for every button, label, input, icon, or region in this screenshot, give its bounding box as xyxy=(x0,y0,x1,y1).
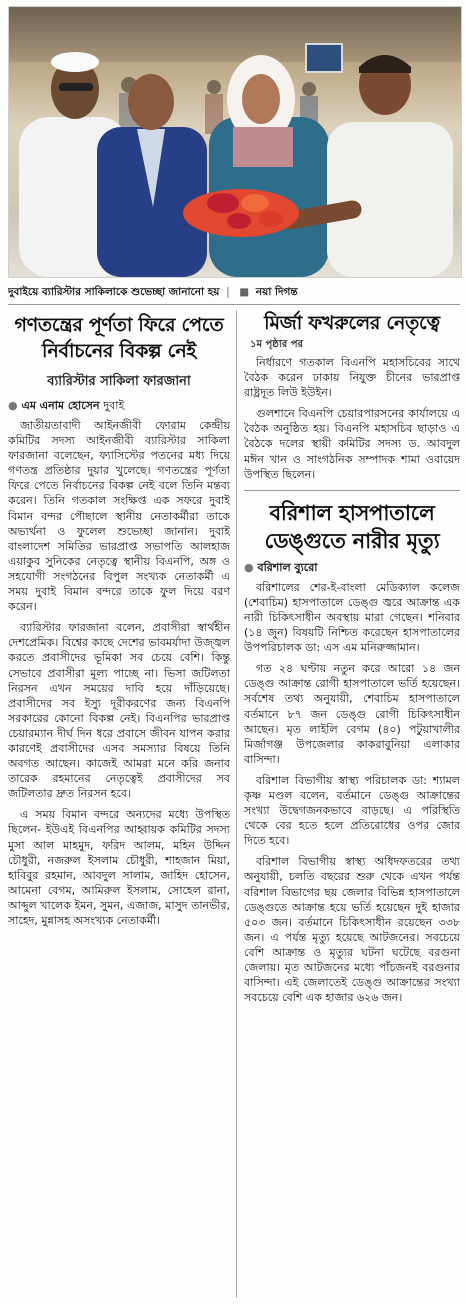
photo-credit-icon: ■ xyxy=(239,286,250,298)
article-left-reporter: এম এনাম হোসেন xyxy=(21,399,100,412)
section-divider xyxy=(8,304,460,305)
article-barishal-paragraph: গত ২৪ ঘণ্টায় নতুন করে আরো ১৪ জন ডেঙ্গু আক্রান্ত রোগী হাসপাতালে ভর্তি হয়েছেন। সর্বশেষ তথ্য অনুযায়ী, শেবাচিম হাসপাতালে বর্তমানে ৮৭ জন ডেঙ্গু রোগী চিকিৎসাধীন আছেন। মৃত লাইলি বেগম (৪০) পটুয়াখালীর মির্জাগঞ্জ উপজেলার কাকরাবুনিয়া এলাকার বাসিন্দা। xyxy=(244,662,460,766)
article-barishal-paragraph: বরিশালের শের-ই-বাংলা মেডিক্যাল কলেজ (শেবাচিম) হাসপাতালে ডেঙ্গু জ্বরে আক্রান্ত এক নারী চিকিৎসাধীন অবস্থায় মারা গেছেন। শনিবার (১৪ জুন) বিষয়টি নিশ্চিত করেছেন হাসপাতালের উপপরিচালক ডা: এস এম মনিরুজ্জামান। xyxy=(244,580,460,655)
article-left-headline: গণতন্ত্রের পূর্ণতা ফিরে পেতে নির্বাচনের বিকল্প নেই xyxy=(14,314,224,362)
column-divider xyxy=(236,310,237,1298)
article-left xyxy=(8,310,230,1300)
article-mirza-headline: মির্জা ফখরুলের নেতৃত্বে xyxy=(264,312,440,334)
article-mirza-paragraph: নির্ধারণে গতকাল বিএনপি মহাসচিবের সাথে বৈঠক করেন ঢাকায় নিযুক্ত চীনের ভারপ্রাপ্ত রাষ্ট্রদূত লিউ ইউইন। xyxy=(244,356,460,400)
article-barishal-byline xyxy=(244,559,460,578)
article-left-subheadline: ব্যারিস্টার সাকিলা ফারজানা xyxy=(47,374,191,389)
caption-separator: | xyxy=(226,286,230,298)
photo-bouquet xyxy=(183,189,299,237)
byline-bullet-icon: ● xyxy=(8,399,18,412)
article-right-column xyxy=(244,310,460,1300)
article-mirza-paragraph: গুলশানে বিএনপি চেয়ারপারসনের কার্যালয়ে এ বৈঠক অনুষ্ঠিত হয়। বিএনপি মহাসচিব ছাড়াও এ বৈঠকে দলের স্থায়ী কমিটির সদস্য ড. আবদুল মঈন খান ও সাংগঠনিক সম্পাদক শামা ওবায়েদ উপস্থিত ছিলেন। xyxy=(244,407,460,481)
article-barishal-paragraph: বরিশাল বিভাগীয় স্বাস্থ্য অধিদফতরের তথ্য অনুযায়ী, চলতি বছরের শুরু থেকে এখন পর্যন্ত বরিশাল বিভাগের ছয় জেলার বিভিন্ন হাসপাতালে ডেঙ্গুতে আক্রান্ত হয়ে ভর্তি হয়েছেন দুই হাজার ৫০৩ জন। বর্তমানে চিকিৎসাধীন রয়েছেন ৩৩৮ জন। এ পর্যন্ত মৃত্যু হয়েছে আটজনের। সবচেয়ে বেশি আক্রান্ত ও মৃত্যুর ঘটনা ঘটেছে বরগুনা জেলায়। মৃত আটজনের মধ্যে পাঁচজনই বরগুনার বাসিন্দা। এই জেলাতেই ডেঙ্গু আক্রান্তের সংখ্যা সবচেয়ে বেশি এক হাজার ৬২৬ জন। xyxy=(244,855,460,1005)
article-separator xyxy=(244,490,460,491)
article-barishal-paragraph: বরিশাল বিভাগীয় স্বাস্থ্য পরিচালক ডা: শ্যামল কৃষ্ণ মণ্ডল বলেন, বর্তমানে ডেঙ্গু আক্রান্তের সংখ্যা উদ্বেগজনকভাবে বাড়ছে। এ পরিস্থিতি থেকে বের হতে হলে প্রতিরোধের ওপর জোর দিতে হবে। xyxy=(244,773,460,848)
article-barishal-headline: বরিশাল হাসপাতালে ডেঙ্গুতে নারীর মৃত্যু xyxy=(264,499,440,553)
article-left-paragraph: ব্যারিস্টার ফারজানা বলেন, প্রবাসীরা স্বার্থহীন দেশপ্রেমিক। বিশ্বের কাছে দেশের ভাবমর্যাদা উজ্জ্বল করতে প্রবাসীদের ভূমিকা সব চেয়ে বেশি। কিন্তু সেভাবে প্রবাসীরা মূল্য পাচ্ছে না। ভিসা জটিলতা নিরসন এখন সময়ের দাবি হয়ে দাঁড়িয়েছে। প্রবাসীদের সব ইস্যু দূরীকরণের জন্য বিএনপি সরকারের কোনো বিকল্প নেই। বিএনপির ভারপ্রাপ্ত চেয়ারম্যান দীর্ঘ দিন ধরে প্রবাসে জীবন যাপন করার কারণেই প্রবাসীদের এসব সমস্যার বিষয়ে তিনি অবগত আছেন। কাজেই আমরা মনে করি জনাব তারেক রহমানের নেতৃত্বেই প্রবাসীদের সব জটিলতার দ্রুত নিরসন হবে। xyxy=(8,621,230,801)
article-mirza-continued: ১ম পৃষ্ঠার পর xyxy=(250,339,303,350)
article-left-byline xyxy=(8,397,230,416)
photo-caption: দুবাইয়ে ব্যারিস্টার সাকিলাকে শুভেচ্ছা জানানো হয় xyxy=(8,286,220,298)
photo-figures xyxy=(9,7,461,277)
article-barishal-reporter: বরিশাল ব্যুরো xyxy=(257,560,318,574)
article-left-location: দুবাই xyxy=(103,399,125,412)
photo-credit: নয়া দিগন্ত xyxy=(255,286,298,298)
photo-caption-row xyxy=(8,283,460,301)
article-left-paragraph: এ সময় বিমান বন্দরে অন্যদের মধ্যে উপস্থিত ছিলেন- ইউএই বিএনপির আহ্বায়ক কমিটির সদস্য মুসা আল মাহমুদ, ফরিদ আলম, মহিন উদ্দিন চৌধুরী, নজরুল ইসলাম চৌধুরী, শাহজান মিয়া, হাবিবুর রহমান, আবদুল সালাম, জাহিদ হোসেন, আমেনা বেগম, আমিরুল ইসলাম, সোহেল রানা, আব্দুল খালেক ইমন, সুমন, এজাজ, মাসুদ তানভীর, সাহেদ, মুন্নাসহ অসংখ্যক নেতাকর্মী। xyxy=(8,808,230,927)
article-left-paragraph: জাতীয়তাবাদী আইনজীবী ফোরাম কেন্দ্রীয় কমিটির সদস্য আইনজীবী ব্যারিস্টার সাকিলা ফারজানা বলেছেন, ফ্যাসিস্টের পতনের মধ্য দিয়ে গণতন্ত্র প্রতিষ্ঠার দুয়ার খুলেছে। গণতন্ত্রের পূর্ণতা ফিরে পেতে নির্বাচনের বিকল্প নেই বলে তিনি মন্তব্য করেন। তিনি গতকাল সংক্ষিপ্ত এক সফরে দুবাই বিমান বন্দর পৌছালে স্থানীয় নেতাকর্মীরা তাকে অভ্যর্থনা ও ফুলেল শুভেচ্ছা জানান। দুবাই বাংলাদেশ সমিতির ভারপ্রাপ্ত সভাপতি আলহাজ এয়াকুব সুনিকের নেতৃত্বে স্থানীয় বিএনপি, অঙ্গ ও সহযোগী সংগঠনের বিপুল সংখ্যক নেতাকর্মী এ সময় দুবাই বিমান বন্দরে তাকে ফুল দিয়ে বরণ করেন। xyxy=(8,419,230,614)
byline-bullet-icon: ● xyxy=(244,560,254,574)
news-photo xyxy=(8,6,462,278)
